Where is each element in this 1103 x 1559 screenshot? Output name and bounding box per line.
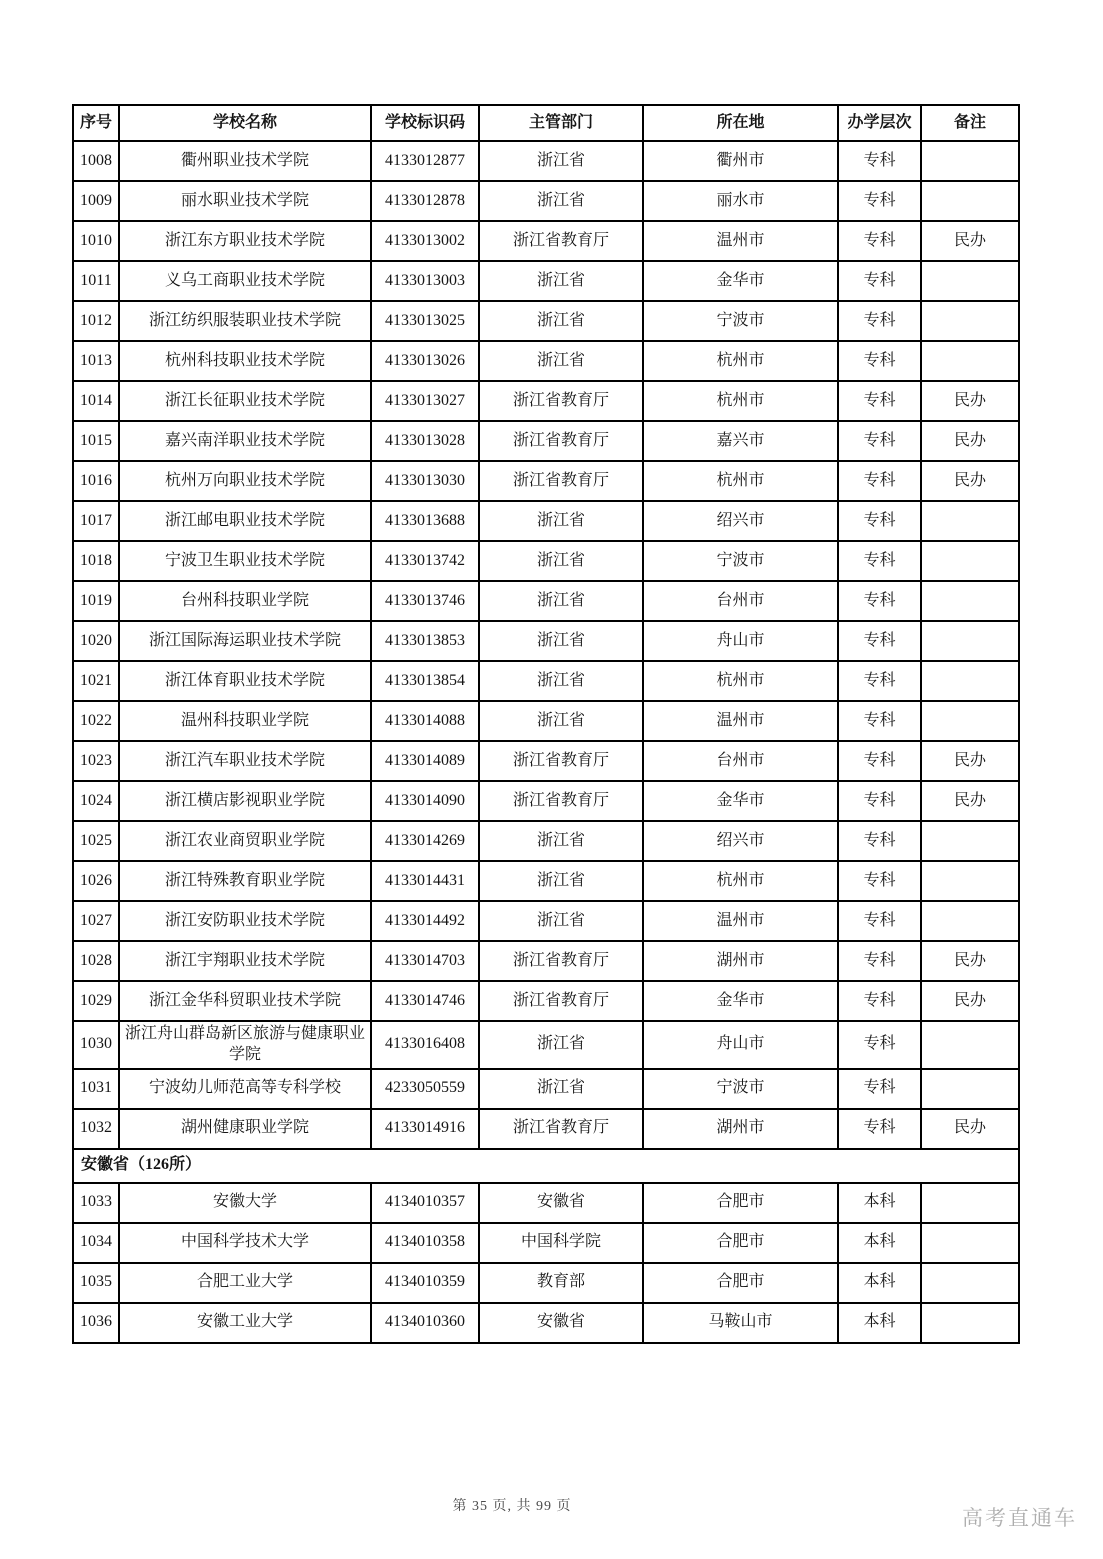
cell-level: 本科 xyxy=(838,1183,921,1223)
cell-remark xyxy=(921,901,1019,941)
table-row xyxy=(73,261,1019,301)
cell-school-name: 杭州科技职业技术学院 xyxy=(119,341,371,381)
section-header-row xyxy=(73,1149,1019,1183)
cell-remark xyxy=(921,581,1019,621)
table-row xyxy=(73,141,1019,181)
cell-location: 温州市 xyxy=(643,901,838,941)
cell-remark xyxy=(921,1183,1019,1223)
col-header-index: 序号 xyxy=(73,105,119,141)
cell-authority: 浙江省 xyxy=(479,141,643,181)
cell-location: 合肥市 xyxy=(643,1183,838,1223)
table-row xyxy=(73,221,1019,261)
cell-school-name: 宁波幼儿师范高等专科学校 xyxy=(119,1069,371,1109)
cell-location: 金华市 xyxy=(643,981,838,1021)
cell-school-code: 4133014746 xyxy=(371,981,479,1021)
cell-school-code: 4133013853 xyxy=(371,621,479,661)
cell-authority: 浙江省教育厅 xyxy=(479,981,643,1021)
table-row xyxy=(73,1069,1019,1109)
cell-level: 专科 xyxy=(838,261,921,301)
cell-level: 专科 xyxy=(838,421,921,461)
school-list-table xyxy=(72,104,1020,1344)
cell-authority: 浙江省 xyxy=(479,261,643,301)
cell-location: 杭州市 xyxy=(643,861,838,901)
cell-school-code: 4134010359 xyxy=(371,1263,479,1303)
cell-remark xyxy=(921,821,1019,861)
header-row xyxy=(73,105,1019,141)
cell-level: 专科 xyxy=(838,541,921,581)
cell-location: 舟山市 xyxy=(643,1021,838,1069)
cell-school-name: 中国科学技术大学 xyxy=(119,1223,371,1263)
cell-remark xyxy=(921,1223,1019,1263)
cell-remark xyxy=(921,861,1019,901)
cell-remark xyxy=(921,661,1019,701)
cell-remark xyxy=(921,1263,1019,1303)
cell-level: 本科 xyxy=(838,1303,921,1343)
cell-school-name: 浙江汽车职业技术学院 xyxy=(119,741,371,781)
cell-location: 温州市 xyxy=(643,221,838,261)
table-row xyxy=(73,1109,1019,1149)
cell-location: 杭州市 xyxy=(643,461,838,501)
cell-location: 衢州市 xyxy=(643,141,838,181)
cell-school-code: 4133013002 xyxy=(371,221,479,261)
cell-level: 专科 xyxy=(838,741,921,781)
cell-authority: 浙江省 xyxy=(479,341,643,381)
table-row xyxy=(73,821,1019,861)
cell-index: 1030 xyxy=(73,1021,119,1069)
cell-index: 1011 xyxy=(73,261,119,301)
cell-school-code: 4133014269 xyxy=(371,821,479,861)
cell-location: 舟山市 xyxy=(643,621,838,661)
cell-location: 杭州市 xyxy=(643,661,838,701)
cell-index: 1010 xyxy=(73,221,119,261)
cell-remark: 民办 xyxy=(921,1109,1019,1149)
cell-location: 湖州市 xyxy=(643,941,838,981)
cell-location: 台州市 xyxy=(643,741,838,781)
cell-level: 专科 xyxy=(838,581,921,621)
cell-school-code: 4133014089 xyxy=(371,741,479,781)
table-row xyxy=(73,741,1019,781)
cell-school-code: 4133012878 xyxy=(371,181,479,221)
cell-remark: 民办 xyxy=(921,221,1019,261)
cell-index: 1019 xyxy=(73,581,119,621)
cell-school-name: 义乌工商职业技术学院 xyxy=(119,261,371,301)
cell-school-name: 安徽工业大学 xyxy=(119,1303,371,1343)
cell-school-name: 浙江邮电职业技术学院 xyxy=(119,501,371,541)
col-header-school-name: 学校名称 xyxy=(119,105,371,141)
cell-authority: 安徽省 xyxy=(479,1183,643,1223)
cell-school-name: 浙江体育职业技术学院 xyxy=(119,661,371,701)
cell-school-name: 浙江国际海运职业技术学院 xyxy=(119,621,371,661)
cell-remark xyxy=(921,141,1019,181)
cell-index: 1027 xyxy=(73,901,119,941)
cell-remark: 民办 xyxy=(921,381,1019,421)
cell-authority: 浙江省 xyxy=(479,901,643,941)
cell-level: 专科 xyxy=(838,461,921,501)
cell-index: 1020 xyxy=(73,621,119,661)
table-row xyxy=(73,701,1019,741)
cell-level: 专科 xyxy=(838,1069,921,1109)
cell-remark xyxy=(921,701,1019,741)
cell-index: 1022 xyxy=(73,701,119,741)
cell-remark xyxy=(921,1303,1019,1343)
cell-school-code: 4133013746 xyxy=(371,581,479,621)
table-row xyxy=(73,621,1019,661)
table-row xyxy=(73,1183,1019,1223)
cell-index: 1025 xyxy=(73,821,119,861)
cell-remark xyxy=(921,261,1019,301)
table-row xyxy=(73,381,1019,421)
cell-school-name: 安徽大学 xyxy=(119,1183,371,1223)
cell-level: 专科 xyxy=(838,221,921,261)
cell-school-code: 4133013026 xyxy=(371,341,479,381)
table-row xyxy=(73,981,1019,1021)
cell-school-code: 4133013742 xyxy=(371,541,479,581)
cell-remark: 民办 xyxy=(921,941,1019,981)
cell-index: 1032 xyxy=(73,1109,119,1149)
cell-index: 1018 xyxy=(73,541,119,581)
cell-authority: 浙江省 xyxy=(479,1021,643,1069)
cell-level: 专科 xyxy=(838,1021,921,1069)
cell-school-code: 4134010358 xyxy=(371,1223,479,1263)
cell-authority: 浙江省教育厅 xyxy=(479,941,643,981)
cell-remark: 民办 xyxy=(921,781,1019,821)
cell-location: 宁波市 xyxy=(643,541,838,581)
cell-location: 金华市 xyxy=(643,261,838,301)
cell-level: 专科 xyxy=(838,941,921,981)
cell-index: 1012 xyxy=(73,301,119,341)
cell-authority: 浙江省 xyxy=(479,861,643,901)
cell-school-code: 4133012877 xyxy=(371,141,479,181)
cell-location: 合肥市 xyxy=(643,1223,838,1263)
cell-school-name: 浙江特殊教育职业学院 xyxy=(119,861,371,901)
cell-school-code: 4133013854 xyxy=(371,661,479,701)
cell-level: 专科 xyxy=(838,701,921,741)
cell-remark xyxy=(921,301,1019,341)
cell-remark: 民办 xyxy=(921,421,1019,461)
cell-remark: 民办 xyxy=(921,461,1019,501)
cell-index: 1014 xyxy=(73,381,119,421)
cell-level: 专科 xyxy=(838,901,921,941)
cell-authority: 浙江省教育厅 xyxy=(479,1109,643,1149)
cell-school-name: 浙江东方职业技术学院 xyxy=(119,221,371,261)
cell-remark: 民办 xyxy=(921,741,1019,781)
cell-school-name: 浙江横店影视职业学院 xyxy=(119,781,371,821)
cell-school-code: 4133013030 xyxy=(371,461,479,501)
cell-level: 专科 xyxy=(838,821,921,861)
cell-location: 绍兴市 xyxy=(643,501,838,541)
cell-location: 合肥市 xyxy=(643,1263,838,1303)
cell-school-name: 浙江纺织服装职业技术学院 xyxy=(119,301,371,341)
cell-authority: 浙江省 xyxy=(479,541,643,581)
cell-authority: 浙江省教育厅 xyxy=(479,421,643,461)
cell-authority: 浙江省 xyxy=(479,1069,643,1109)
table-row xyxy=(73,661,1019,701)
cell-authority: 安徽省 xyxy=(479,1303,643,1343)
table-row xyxy=(73,1021,1019,1069)
cell-location: 宁波市 xyxy=(643,301,838,341)
cell-location: 绍兴市 xyxy=(643,821,838,861)
cell-index: 1028 xyxy=(73,941,119,981)
table-body xyxy=(73,141,1019,1343)
cell-index: 1031 xyxy=(73,1069,119,1109)
cell-level: 专科 xyxy=(838,981,921,1021)
col-header-location: 所在地 xyxy=(643,105,838,141)
cell-authority: 浙江省教育厅 xyxy=(479,381,643,421)
cell-authority: 中国科学院 xyxy=(479,1223,643,1263)
table-row xyxy=(73,181,1019,221)
cell-school-name: 浙江安防职业技术学院 xyxy=(119,901,371,941)
cell-authority: 浙江省教育厅 xyxy=(479,781,643,821)
cell-school-code: 4133013027 xyxy=(371,381,479,421)
cell-authority: 浙江省教育厅 xyxy=(479,741,643,781)
cell-authority: 浙江省 xyxy=(479,661,643,701)
cell-authority: 浙江省 xyxy=(479,301,643,341)
section-header-label: 安徽省（126所） xyxy=(73,1149,1019,1183)
table-row xyxy=(73,421,1019,461)
cell-index: 1029 xyxy=(73,981,119,1021)
cell-authority: 浙江省 xyxy=(479,501,643,541)
cell-school-name: 合肥工业大学 xyxy=(119,1263,371,1303)
cell-remark xyxy=(921,621,1019,661)
cell-authority: 教育部 xyxy=(479,1263,643,1303)
cell-index: 1034 xyxy=(73,1223,119,1263)
cell-index: 1015 xyxy=(73,421,119,461)
cell-index: 1026 xyxy=(73,861,119,901)
cell-level: 本科 xyxy=(838,1223,921,1263)
table-row xyxy=(73,1303,1019,1343)
col-header-level: 办学层次 xyxy=(838,105,921,141)
cell-remark xyxy=(921,501,1019,541)
cell-school-code: 4133014703 xyxy=(371,941,479,981)
cell-school-code: 4133014492 xyxy=(371,901,479,941)
cell-location: 宁波市 xyxy=(643,1069,838,1109)
cell-authority: 浙江省 xyxy=(479,701,643,741)
cell-school-code: 4133013688 xyxy=(371,501,479,541)
cell-location: 湖州市 xyxy=(643,1109,838,1149)
cell-remark xyxy=(921,181,1019,221)
cell-level: 本科 xyxy=(838,1263,921,1303)
cell-school-name: 浙江长征职业技术学院 xyxy=(119,381,371,421)
cell-index: 1009 xyxy=(73,181,119,221)
cell-remark xyxy=(921,341,1019,381)
col-header-school-code: 学校标识码 xyxy=(371,105,479,141)
cell-location: 温州市 xyxy=(643,701,838,741)
cell-remark xyxy=(921,1021,1019,1069)
cell-school-code: 4233050559 xyxy=(371,1069,479,1109)
cell-location: 杭州市 xyxy=(643,381,838,421)
cell-level: 专科 xyxy=(838,781,921,821)
cell-school-code: 4133014916 xyxy=(371,1109,479,1149)
cell-school-name: 湖州健康职业学院 xyxy=(119,1109,371,1149)
cell-school-code: 4134010360 xyxy=(371,1303,479,1343)
table-row xyxy=(73,1263,1019,1303)
cell-school-code: 4134010357 xyxy=(371,1183,479,1223)
table-row xyxy=(73,581,1019,621)
cell-index: 1024 xyxy=(73,781,119,821)
cell-school-name: 嘉兴南洋职业技术学院 xyxy=(119,421,371,461)
table-row xyxy=(73,861,1019,901)
table-row xyxy=(73,901,1019,941)
table-header xyxy=(73,105,1019,141)
table-row xyxy=(73,541,1019,581)
table-row xyxy=(73,941,1019,981)
cell-location: 丽水市 xyxy=(643,181,838,221)
cell-school-code: 4133013028 xyxy=(371,421,479,461)
col-header-authority: 主管部门 xyxy=(479,105,643,141)
cell-school-name: 衢州职业技术学院 xyxy=(119,141,371,181)
cell-index: 1036 xyxy=(73,1303,119,1343)
table-row xyxy=(73,301,1019,341)
cell-authority: 浙江省 xyxy=(479,621,643,661)
cell-index: 1023 xyxy=(73,741,119,781)
cell-authority: 浙江省 xyxy=(479,181,643,221)
cell-location: 台州市 xyxy=(643,581,838,621)
cell-level: 专科 xyxy=(838,381,921,421)
cell-location: 马鞍山市 xyxy=(643,1303,838,1343)
cell-level: 专科 xyxy=(838,861,921,901)
cell-index: 1013 xyxy=(73,341,119,381)
cell-level: 专科 xyxy=(838,301,921,341)
cell-school-name: 台州科技职业学院 xyxy=(119,581,371,621)
cell-index: 1035 xyxy=(73,1263,119,1303)
table-row xyxy=(73,1223,1019,1263)
cell-school-name: 丽水职业技术学院 xyxy=(119,181,371,221)
table-row xyxy=(73,341,1019,381)
cell-level: 专科 xyxy=(838,501,921,541)
cell-authority: 浙江省 xyxy=(479,821,643,861)
cell-index: 1017 xyxy=(73,501,119,541)
table-row xyxy=(73,461,1019,501)
table-row xyxy=(73,501,1019,541)
col-header-remark: 备注 xyxy=(921,105,1019,141)
cell-school-name: 浙江舟山群岛新区旅游与健康职业学院 xyxy=(119,1021,371,1069)
cell-school-code: 4133013025 xyxy=(371,301,479,341)
cell-index: 1033 xyxy=(73,1183,119,1223)
cell-level: 专科 xyxy=(838,141,921,181)
cell-level: 专科 xyxy=(838,181,921,221)
cell-school-code: 4133013003 xyxy=(371,261,479,301)
cell-school-name: 浙江宇翔职业技术学院 xyxy=(119,941,371,981)
cell-school-code: 4133014090 xyxy=(371,781,479,821)
cell-authority: 浙江省教育厅 xyxy=(479,221,643,261)
cell-remark: 民办 xyxy=(921,981,1019,1021)
cell-school-name: 温州科技职业学院 xyxy=(119,701,371,741)
cell-authority: 浙江省 xyxy=(479,581,643,621)
cell-school-name: 宁波卫生职业技术学院 xyxy=(119,541,371,581)
cell-level: 专科 xyxy=(838,341,921,381)
cell-level: 专科 xyxy=(838,1109,921,1149)
cell-index: 1021 xyxy=(73,661,119,701)
cell-level: 专科 xyxy=(838,661,921,701)
cell-school-name: 杭州万向职业技术学院 xyxy=(119,461,371,501)
cell-school-name: 浙江农业商贸职业学院 xyxy=(119,821,371,861)
cell-authority: 浙江省教育厅 xyxy=(479,461,643,501)
cell-school-code: 4133016408 xyxy=(371,1021,479,1069)
cell-remark xyxy=(921,1069,1019,1109)
cell-school-code: 4133014088 xyxy=(371,701,479,741)
cell-level: 专科 xyxy=(838,621,921,661)
cell-location: 金华市 xyxy=(643,781,838,821)
cell-school-code: 4133014431 xyxy=(371,861,479,901)
cell-remark xyxy=(921,541,1019,581)
cell-index: 1008 xyxy=(73,141,119,181)
cell-index: 1016 xyxy=(73,461,119,501)
table-row xyxy=(73,781,1019,821)
watermark-logo: 高考直通车 xyxy=(962,1506,1077,1530)
cell-location: 杭州市 xyxy=(643,341,838,381)
cell-school-name: 浙江金华科贸职业技术学院 xyxy=(119,981,371,1021)
page-number: 第 35 页, 共 99 页 xyxy=(452,1499,572,1514)
cell-location: 嘉兴市 xyxy=(643,421,838,461)
